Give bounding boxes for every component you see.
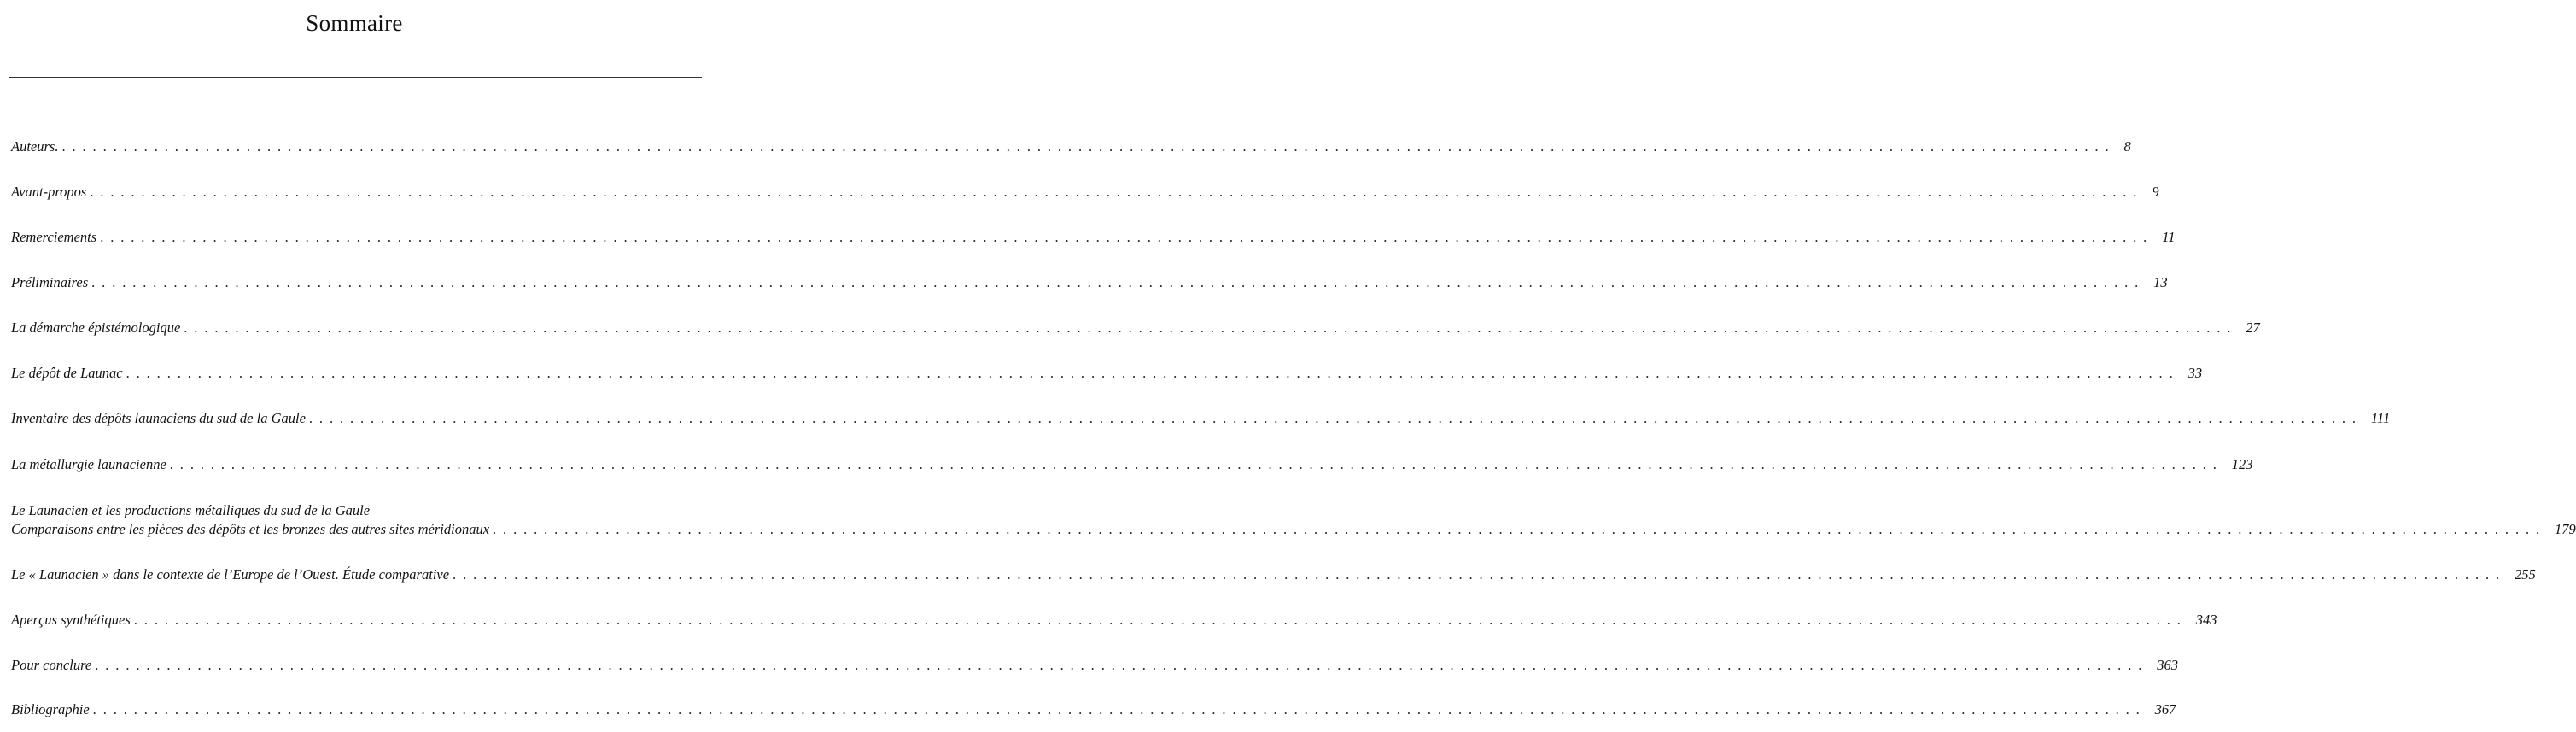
toc-entry[interactable] (11, 656, 2178, 675)
toc-entry-page-number: 255 (2515, 566, 2536, 583)
toc-entry-title: La démarche épistémologique (11, 319, 181, 336)
toc-entry-page-number: 363 (2157, 657, 2178, 673)
dot-leader: ........................................................................................................................................................................................................ (184, 319, 2238, 336)
toc-entry-page-number: 33 (2188, 365, 2203, 381)
dot-leader: ........................................................................................................................................................................................................ (169, 456, 2223, 472)
toc-entry[interactable] (11, 409, 2391, 428)
toc-entry-line (11, 611, 2217, 630)
dot-leader: ........................................................................................................................................................................................................ (61, 138, 2116, 155)
toc-entry[interactable] (11, 611, 2217, 630)
page-title: Sommaire (306, 10, 403, 36)
dot-leader: ........................................................................................................................................................................................................ (493, 521, 2547, 537)
dot-leader: ........................................................................................................................................................................................................ (91, 274, 2146, 290)
toc-entry-line (11, 455, 2253, 474)
toc-entry-title: Bibliographie (11, 701, 90, 717)
toc-entry[interactable] (11, 565, 2536, 584)
toc-entry-line (11, 364, 2203, 383)
toc-entry-title: Inventaire des dépôts launaciens du sud de la Gaule (11, 410, 306, 426)
toc-entry-line (11, 520, 2576, 539)
toc-entry-title: Remerciements (11, 229, 97, 245)
toc-entry-title: La métallurgie launacienne (11, 456, 166, 472)
toc-entry-line (11, 700, 2176, 719)
toc-entry-page-number: 111 (2370, 410, 2391, 426)
toc-entry-title: Avant-propos (11, 184, 87, 200)
toc-entry-line (11, 565, 2536, 584)
dot-leader: ........................................................................................................................................................................................................ (90, 184, 2144, 200)
dot-leader: ........................................................................................................................................................................................................ (92, 701, 2147, 717)
toc-entry-title: Le dépôt de Launac (11, 365, 123, 381)
toc-entry-title: Pour conclure (11, 657, 92, 673)
toc-entry[interactable] (11, 273, 2168, 292)
toc-entry-line (11, 319, 2260, 337)
toc-entry-page-number: 27 (2246, 319, 2260, 336)
toc-entry-title: Auteurs. (11, 138, 59, 155)
toc-entry-title: Préliminaires (11, 274, 89, 290)
toc-entry-title: Le « Launacien » dans le contexte de l’Europe de l’Ouest. Étude comparative (11, 566, 450, 583)
toc-entry[interactable] (11, 183, 2159, 202)
dot-leader: ........................................................................................................................................................................................................ (126, 365, 2180, 381)
toc-entry-page-number: 123 (2231, 456, 2253, 472)
toc-entry-page-number: 367 (2154, 701, 2176, 717)
toc-entry-page-number: 11 (2162, 229, 2176, 245)
toc-entry-page-number: 8 (2123, 138, 2131, 155)
toc-entry[interactable] (11, 700, 2176, 719)
toc-entry[interactable] (11, 319, 2260, 337)
toc-entry-line (11, 656, 2178, 675)
dot-leader: ........................................................................................................................................................................................................ (453, 566, 2507, 583)
dot-leader: ........................................................................................................................................................................................................ (133, 612, 2188, 628)
dot-leader: ........................................................................................................................................................................................................ (308, 410, 2363, 426)
toc-entry-page-number: 343 (2195, 612, 2217, 628)
toc-entry[interactable] (11, 501, 2576, 539)
toc-entry-line (11, 138, 2131, 156)
dot-leader: ........................................................................................................................................................................................................ (95, 657, 2149, 673)
toc-entry-page-number: 9 (2152, 184, 2159, 200)
toc-entry[interactable] (11, 364, 2203, 383)
toc-entry-title-line: Le Launacien et les productions métalliques du sud de la Gaule (11, 502, 371, 518)
toc-entry-line (11, 409, 2391, 428)
toc-entry-line (11, 183, 2159, 202)
dot-leader: ........................................................................................................................................................................................................ (100, 229, 2154, 245)
toc-entry-line (11, 273, 2168, 292)
toc-entry-page-number: 13 (2153, 274, 2168, 290)
toc-entry[interactable] (11, 138, 2131, 156)
toc-entry-title: Aperçus synthétiques (11, 612, 131, 628)
toc-entry[interactable] (11, 228, 2176, 247)
toc-entry-page-number: 179 (2555, 521, 2576, 537)
toc-entry[interactable] (11, 455, 2253, 474)
toc-entry-line (11, 228, 2176, 247)
toc-entry-title: Comparaisons entre les pièces des dépôts et les bronzes des autres sites méridionaux (11, 521, 490, 537)
